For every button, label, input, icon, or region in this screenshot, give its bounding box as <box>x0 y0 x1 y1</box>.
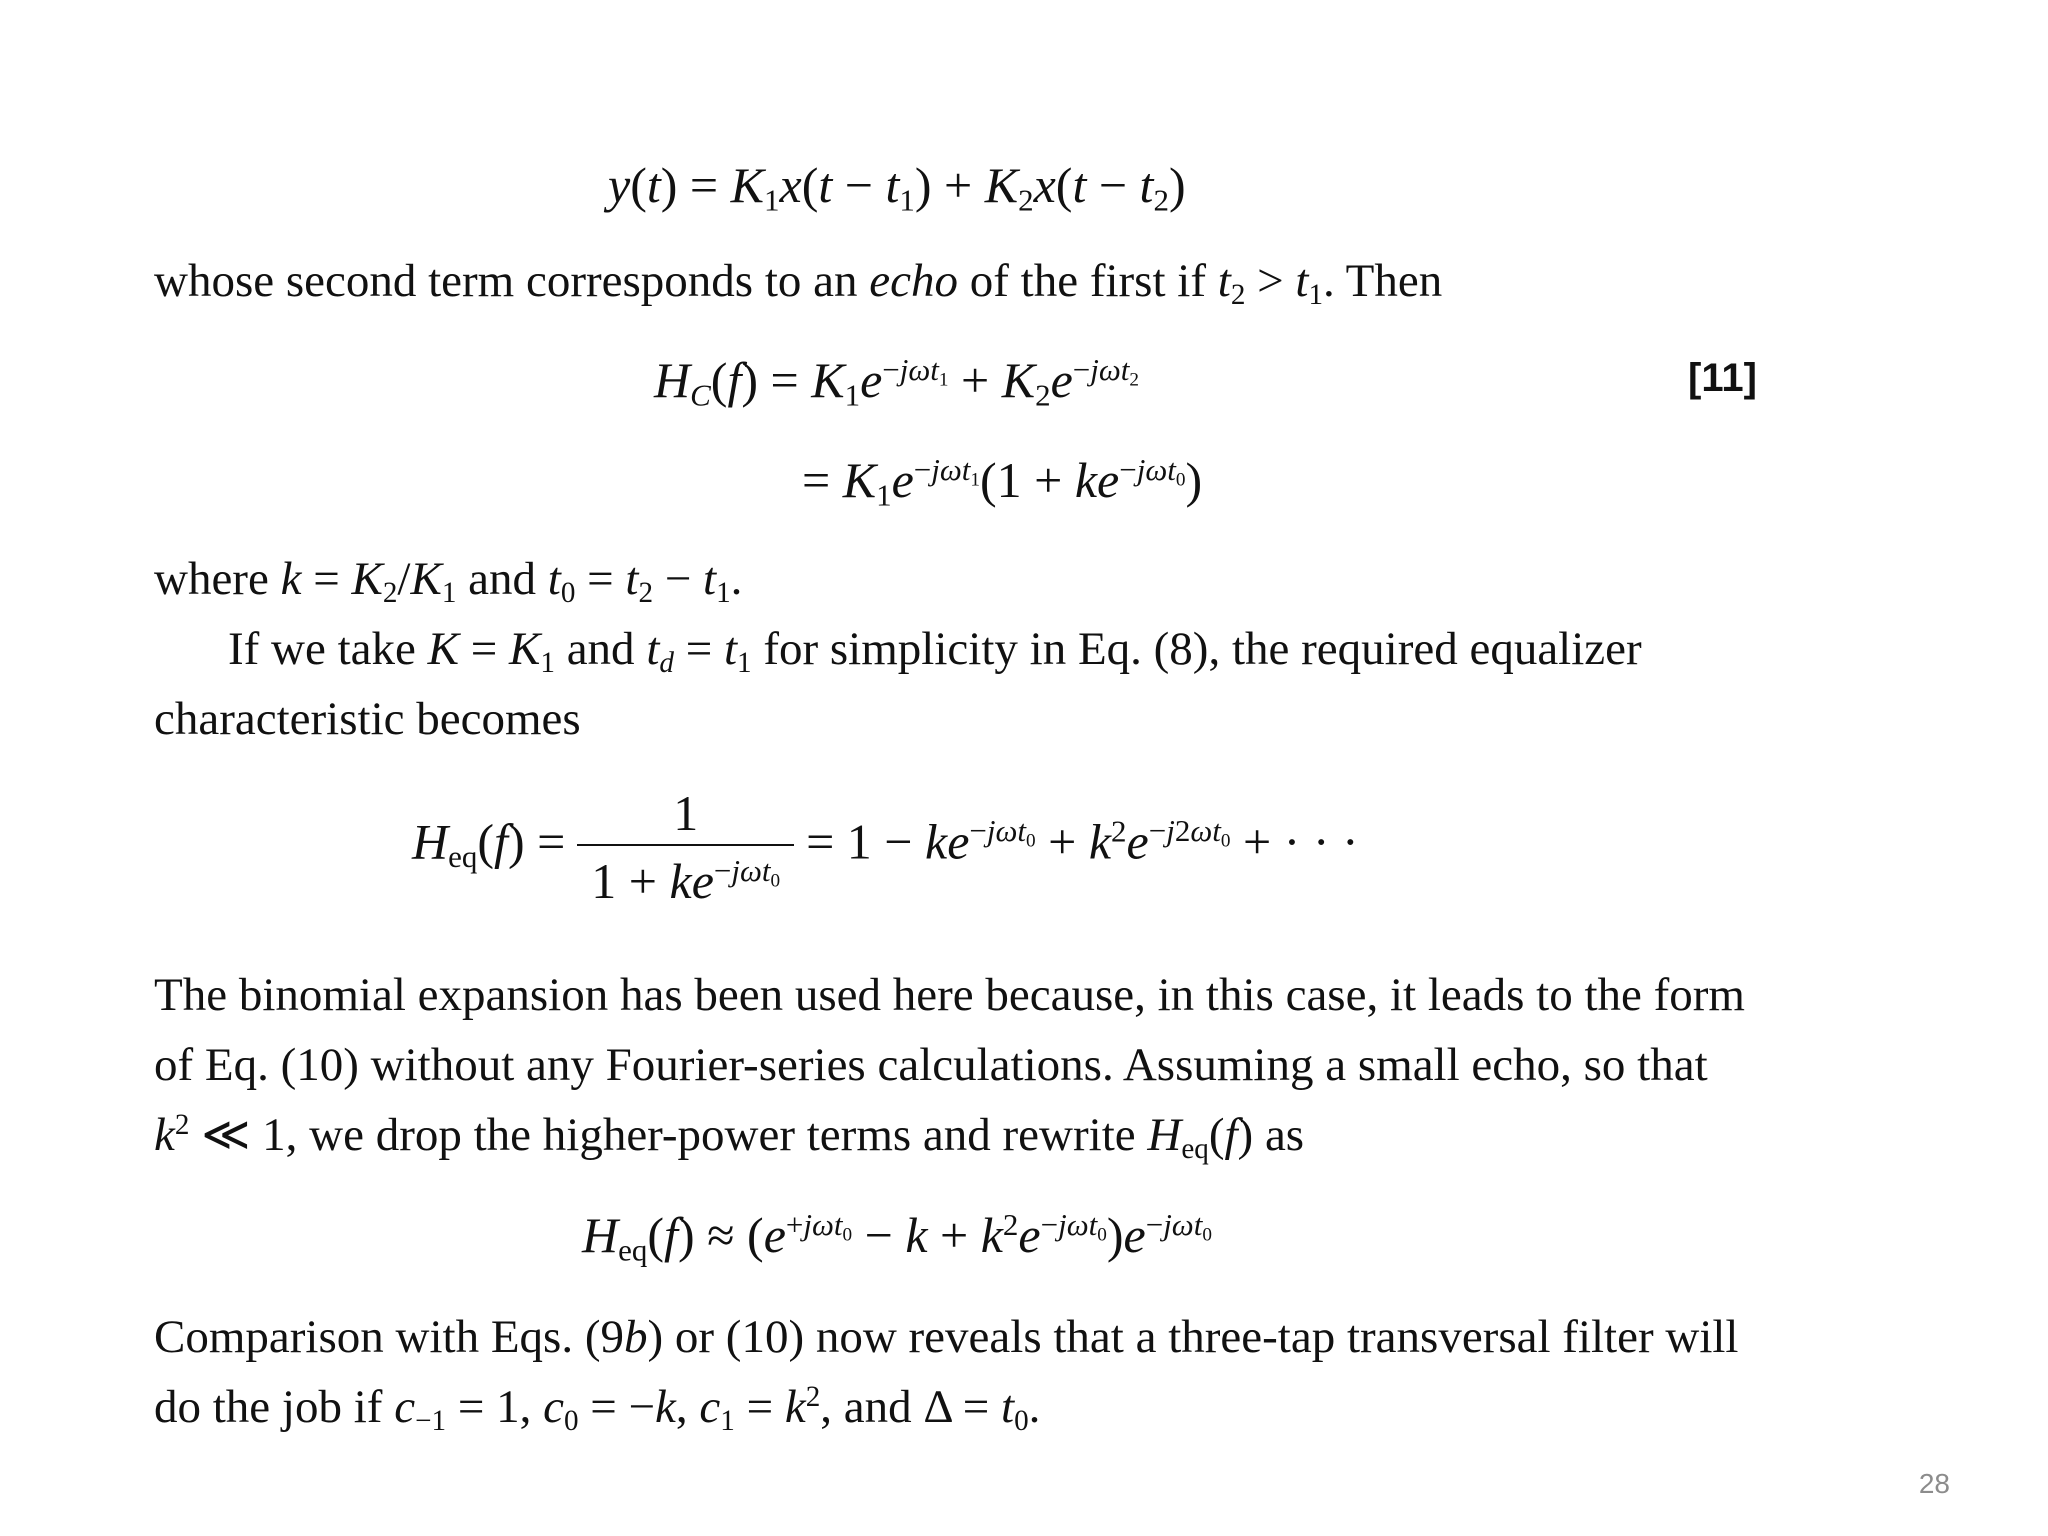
equation-echo-signal: $y(t) = K_1x(t - t_1) + K_2x(t - t_2)$ <box>608 157 1186 218</box>
text-line-whose-second-term: whose second term corresponds to an echo of the first if $t_2 > t_1$. Then <box>154 255 1443 312</box>
text-line-comparison: Comparison with Eqs. (9b) or (10) now reveals that a three-tap transversal filter will <box>154 1311 1739 1363</box>
text-line-k-squared: $k^2$ ≪ 1, we drop the higher-power terms and rewrite $H_{eq}(f)$ as <box>154 1108 1305 1166</box>
equation-equalizer-approximation: $H_{eq}(f) \approx (e^{+j\omega t_0} - k + k^2e^{-j\omega t_0})e^{-j\omega t_0}$ <box>582 1206 1212 1268</box>
text-line-of-eq-10: of Eq. (10) without any Fourier-series calculations. Assuming a small echo, so that <box>154 1039 1708 1091</box>
equation-channel-response-factored: = $K_1e^{-j\omega t_1}(1 + ke^{-j\omega t_0})$ <box>802 451 1203 513</box>
text-line-if-we-take: If we take $K = K_1$ and $t_d = t_1$ for simplicity in Eq. (8), the required equalizer <box>228 623 1642 680</box>
page-number: 28 <box>1918 1468 1950 1499</box>
text-line-do-the-job: do the job if $c_{-1} = 1$, $c_0 = -k$, $c_1 = k^2$, and $\Delta = t_0$. <box>154 1380 1041 1438</box>
equation-number-label: [11] <box>1688 356 1757 400</box>
equation-channel-response: $H_C(f) = K_1e^{-j\omega t_1} + K_2e^{-j\omega t_2}$ <box>654 351 1139 413</box>
text-line-where-k: where $k = K_2/K_1$ and $t_0 = t_2 - t_1$. <box>154 553 743 610</box>
text-line-characteristic-becomes: characteristic becomes <box>154 693 581 745</box>
text-line-binomial-expansion: The binomial expansion has been used here because, in this case, it leads to the form <box>154 969 1745 1021</box>
equation-equalizer-expansion: $H_{eq}(f)$ = $\frac{1}{1 + ke^{-j\omega t_0}}$ = $1 - ke^{-j\omega t_0} + k^2e^{-j2\omega t_0}$ + · · · <box>412 785 1359 909</box>
fraction: $\frac{1}{1 + ke^{-j\omega t_0}}$ <box>577 788 794 906</box>
